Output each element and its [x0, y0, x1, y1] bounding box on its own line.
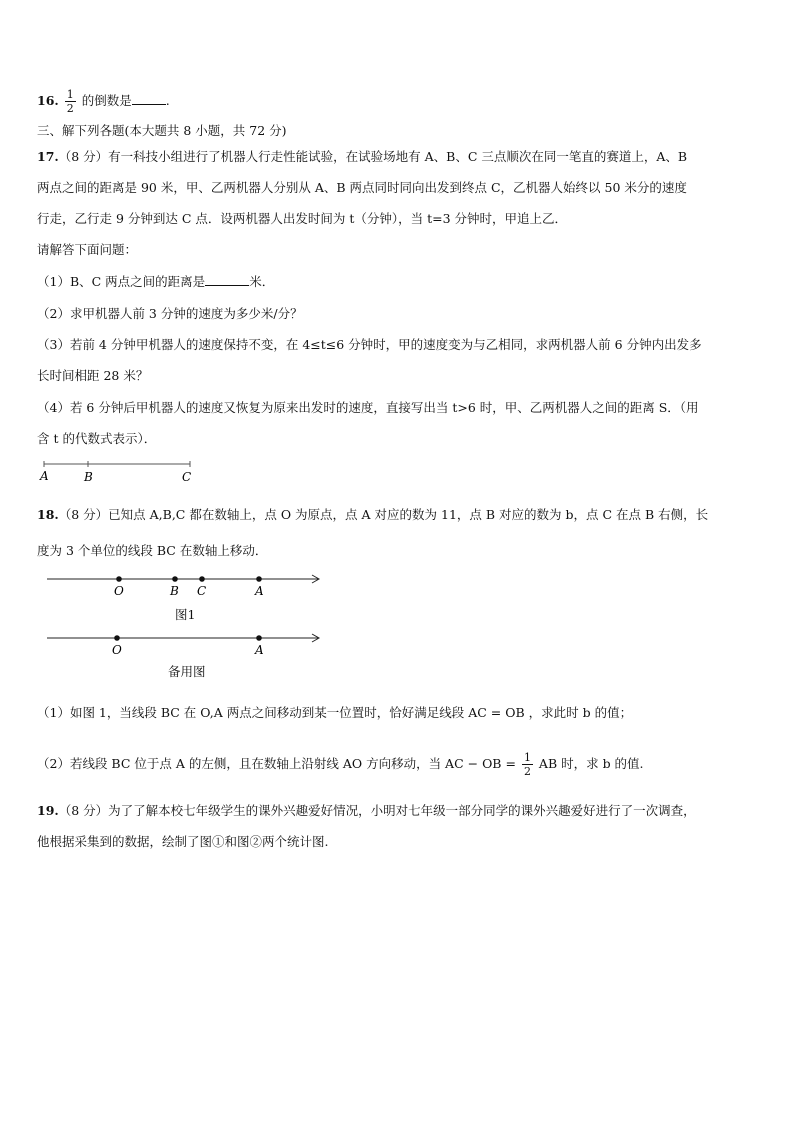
fig1-label-b: B: [170, 584, 179, 598]
q18-line-1: [37, 505, 708, 523]
q17-line-1: [37, 147, 687, 165]
q19-line-1: [37, 801, 696, 819]
q16-answer-blank: [132, 92, 166, 105]
q18-number: 18.: [37, 507, 59, 522]
q18-frac-num: 1: [523, 751, 531, 764]
spare-point-o: [114, 635, 120, 641]
q18-part-1: （1）如图 1，当线段 BC 在 O,A 两点之间移动到某一位置时，恰好满足线段 AC = OB ，求此时 b 的值；: [37, 705, 633, 720]
q17-part-3-line-2: 长时间相距 28 米？: [37, 368, 149, 383]
q17-number: 17.: [37, 149, 59, 164]
q17-part-2: （2）求甲机器人前 3 分钟的速度为多少米/分？: [37, 306, 303, 321]
spare-label-o: O: [112, 643, 122, 657]
q18-frac-den: 2: [523, 765, 531, 778]
q16-frac-den: 2: [66, 102, 74, 115]
q16-end: .: [165, 93, 170, 108]
q17-part-4-line-2: 含 t 的代数式表示）．: [37, 431, 157, 446]
spare-label-a: A: [255, 643, 264, 657]
q18-line-2: 度为 3 个单位的线段 BC 在数轴上移动．: [37, 543, 268, 558]
q18-part-2-text-a: （2）若线段 BC 位于点 A 的左侧，且在数轴上沿射线 AO 方向移动，当 AC − OB =: [37, 756, 516, 771]
q17-label-c: C: [182, 470, 192, 484]
q16-line: [37, 88, 170, 115]
fig1-point-a: [256, 576, 262, 582]
q17-line-3: 行走，乙行走 9 分钟到达 C 点．设两机器人出发时间为 t（分钟），当 t=3 分钟时，甲追上乙．: [37, 211, 568, 226]
q17-line-4: 请解答下面问题：: [37, 242, 138, 257]
fig1-point-o: [116, 576, 122, 582]
q17-part-3-line-1: （3）若前 4 分钟甲机器人的速度保持不变，在 4≤t≤6 分钟时，甲的速度变为与乙相同，求两机器人前 6 分钟内出发多: [37, 337, 702, 352]
fig1-point-b: [172, 576, 178, 582]
q17-text-1: （8 分）有一科技小组进行了机器人行走性能试验，在试验场地有 A、B、C 三点顺次在同一笔直的赛道上，A、B: [58, 149, 688, 164]
q17-label-a: A: [40, 469, 49, 483]
q18-number-line-fig1: [44, 570, 329, 600]
fig1-label-c: C: [197, 584, 207, 598]
q16-fraction: [65, 88, 76, 115]
q17-part-4-line-1: （4）若 6 分钟后甲机器人的速度又恢复为原来出发时的速度，直接写出当 t>6 时，甲、乙两机器人之间的距离 S．（用: [37, 400, 699, 415]
q18-fraction: [522, 751, 533, 778]
q19-line-2: 他根据采集到的数据，绘制了图①和图②两个统计图.: [37, 834, 329, 849]
q18-part-2: [37, 751, 644, 778]
q18-part-2-text-b: AB 时，求 b 的值.: [538, 756, 644, 771]
q17-line-2: 两点之间的距离是 90 米，甲、乙两机器人分别从 A、B 两点同时同向出发到终点 C，乙机器人始终以 50 米分的速度: [37, 180, 687, 195]
q17-segment-figure: [36, 456, 196, 486]
q16-text: 的倒数是: [81, 93, 132, 108]
q16-frac-num: 1: [66, 88, 74, 101]
q17-part-1: [37, 272, 274, 290]
fig1-label-o: O: [114, 584, 124, 598]
q19-text-1: （8 分）为了了解本校七年级学生的课外兴趣爱好情况，小明对七年级一部分同学的课外兴趣爱好进行了一次调查，: [58, 803, 696, 818]
q17-answer-blank: [205, 273, 249, 286]
q16-number: 16.: [37, 93, 59, 108]
fig1-point-c: [199, 576, 205, 582]
fig1-label-a: A: [255, 584, 264, 598]
spare-caption: 备用图: [168, 664, 206, 679]
spare-point-a: [256, 635, 262, 641]
q18-text-1: （8 分）已知点 A,B,C 都在数轴上，点 O 为原点，点 A 对应的数为 11，点 B 对应的数为 b，点 C 在点 B 右侧，长: [58, 507, 709, 522]
section-heading: 三、解下列各题(本大题共 8 小题，共 72 分): [37, 123, 287, 138]
q17-part-1-unit: 米．: [249, 274, 275, 289]
q19-number: 19.: [37, 803, 59, 818]
q18-number-line-spare: [44, 629, 329, 659]
q17-part-1-text: （1）B、C 两点之间的距离是: [37, 274, 206, 289]
q17-label-b: B: [84, 470, 93, 484]
fig1-caption: 图1: [175, 607, 196, 622]
